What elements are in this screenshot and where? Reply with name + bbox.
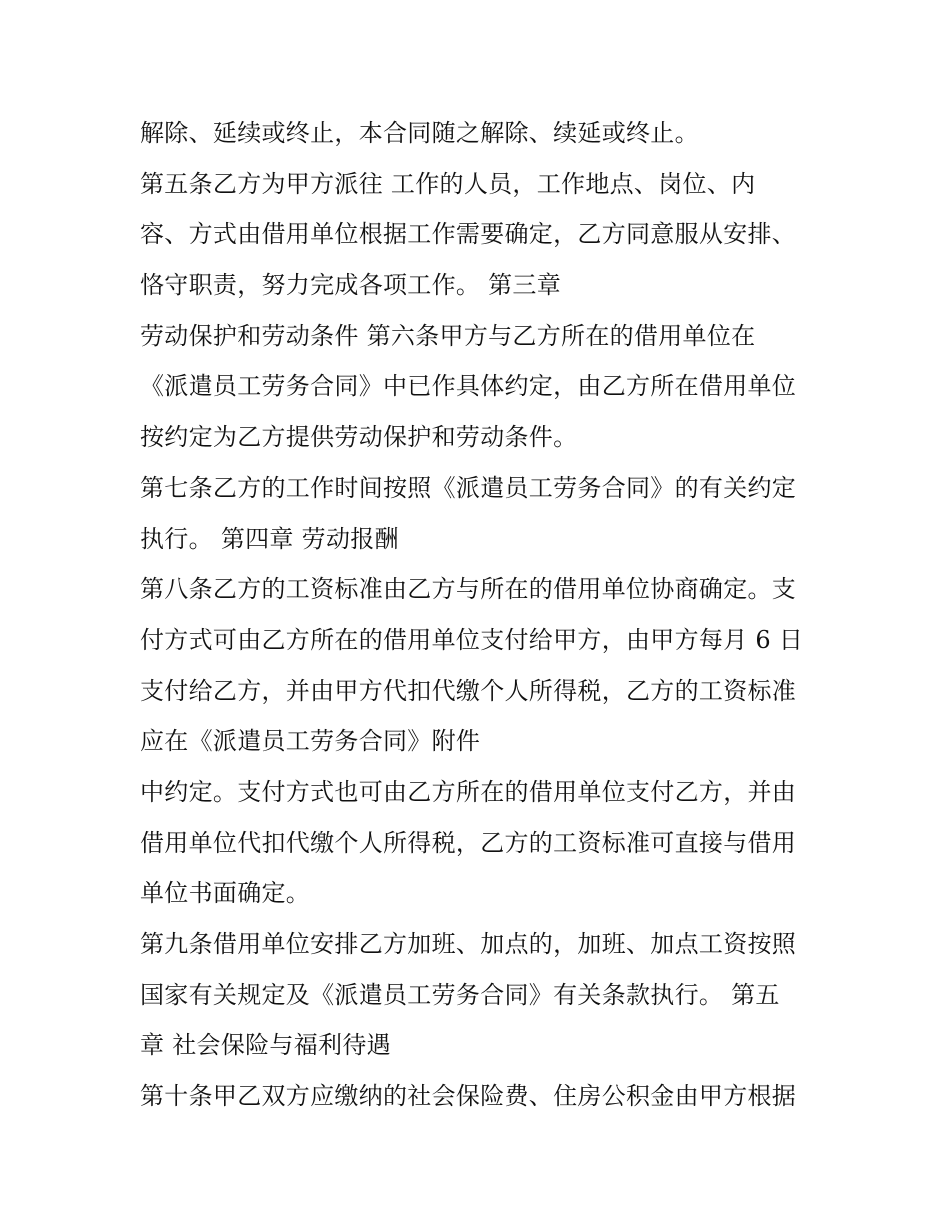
text-line: 解除、延续或终止，本合同随之解除、续延或终止。 [140,119,699,147]
text-line: 借用单位代扣代缴个人所得税，乙方的工资标准可直接与借用 [140,828,797,857]
text-line: 按约定为乙方提供劳动保护和劳动条件。 [140,423,578,452]
text-line: 支付给乙方，并由甲方代扣代缴个人所得税，乙方的工资标准 [140,676,797,705]
text-line: 中约定。支付方式也可由乙方所在的借用单位支付乙方，并由 [140,777,797,806]
text-line: 第九条借用单位安排乙方加班、加点的，加班、加点工资按照 [140,930,797,958]
text-line: 第五条乙方为甲方派往 工作的人员，工作地点、岗位、内 [140,169,756,198]
text-line: 劳动保护和劳动条件 第六条甲方与乙方所在的借用单位在 [140,321,756,350]
text-line: 国家有关规定及《派遣员工劳务合同》有关条款执行。 第五 [140,980,780,1009]
text-line: 单位书面确定。 [140,879,311,908]
text-line: 章 社会保险与福利待遇 [140,1031,391,1060]
text-line: 第七条乙方的工作时间按照《派遣员工劳务合同》的有关约定 [140,473,797,502]
text-line: 付方式可由乙方所在的借用单位支付给甲方，由甲方每月 6 日 [140,625,804,654]
text-line: 第十条甲乙双方应缴纳的社会保险费、住房公积金由甲方根据 [140,1082,797,1111]
text-line: 第八条乙方的工资标准由乙方与所在的借用单位协商确定。支 [140,575,797,604]
text-line: 执行。 第四章 劳动报酬 [140,524,399,553]
text-line: 应在《派遣员工劳务合同》附件 [140,727,481,756]
text-line: 《派遣员工劳务合同》中已作具体约定，由乙方所在借用单位 [140,372,797,401]
contract-text [140,108,830,1122]
text-line: 恪守职责，努力完成各项工作。 第三章 [140,271,562,300]
text-line: 容、方式由借用单位根据工作需要确定，乙方同意服从安排、 [140,220,797,249]
